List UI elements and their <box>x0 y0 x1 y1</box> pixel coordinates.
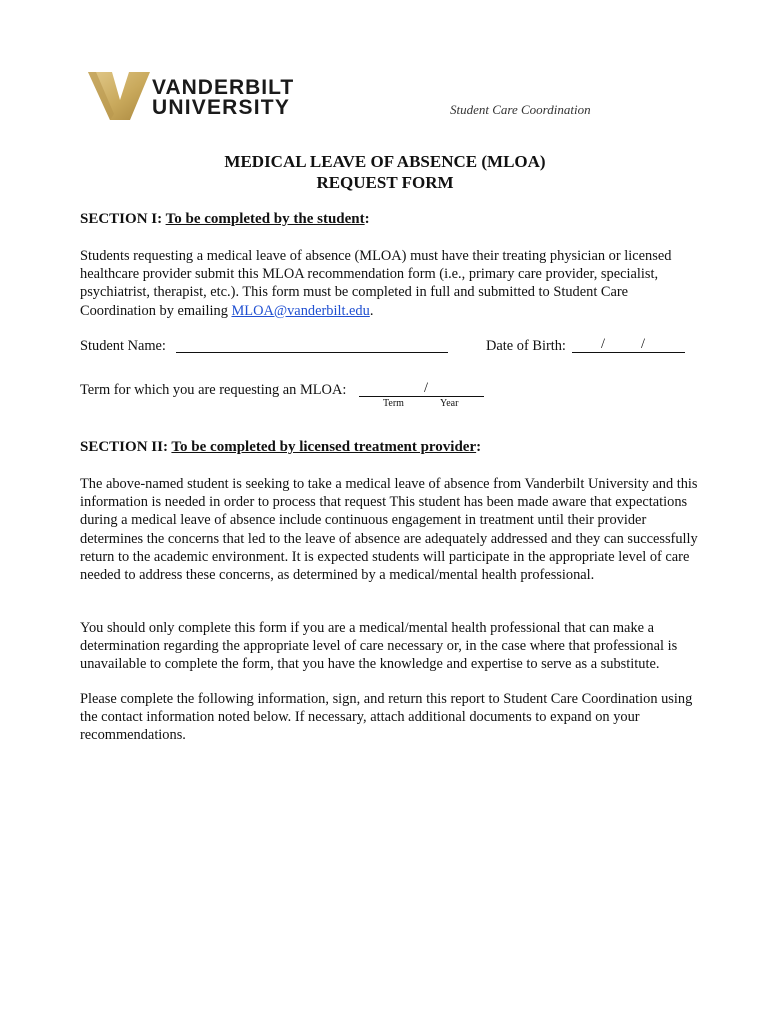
vanderbilt-v-logo-icon <box>86 70 152 122</box>
mloa-email-link[interactable]: MLOA@vanderbilt.edu <box>231 302 370 319</box>
section2-paragraph2: You should only complete this form if you are a medical/mental health professional that can make a determination regarding the appropriate level of care necessary or, in the case where that professional is unavailable to complete the form, that you have the knowledge and expertise to serve as a substitute. <box>80 620 678 673</box>
logo-wordmark-line1: VANDERBILT <box>152 76 295 99</box>
year-sublabel: Year <box>440 398 459 409</box>
term-field[interactable] <box>359 396 484 397</box>
section2-suffix: : <box>476 439 482 455</box>
form-title-line2: REQUEST FORM <box>316 173 454 192</box>
term-separator: / <box>424 380 428 396</box>
dob-label: Date of Birth: <box>486 338 566 354</box>
section1-paragraph-end: . <box>369 302 374 319</box>
logo-wordmark-line2: UNIVERSITY <box>152 96 291 119</box>
dob-field[interactable] <box>572 352 685 353</box>
dob-separator: / <box>601 336 605 352</box>
section2-heading-text: To be completed by licensed treatment provider <box>171 439 477 455</box>
section2-prefix: SECTION II: <box>80 439 172 455</box>
section1-paragraph <box>80 247 705 320</box>
section2-paragraph3: Please complete the following information, sign, and return this report to Student Care Coordination using the contact information noted below. If necessary, attach additional documents to expand on your recommendations. <box>80 691 693 744</box>
term-sublabel: Term <box>383 398 404 409</box>
student-name-field[interactable] <box>176 352 448 353</box>
dob-separator: / <box>641 336 645 352</box>
section2-paragraph1: The above-named student is seeking to take a medical leave of absence from Vanderbilt University and this information is needed in order to process that request This student has been made aware that expectations during a medical leave of absence include continuous engagement in treatment until their provider determines the concerns that led to the leave of absence are adequately addressed and they can successfully return to the academic environment. It is expected students will participate in the appropriate level of care needed to address these concerns, as determined by a medical/mental health professional. <box>80 476 698 584</box>
section1-paragraph-text: Students requesting a medical leave of absence (MLOA) must have their treating physician or licensed healthcare provider submit this MLOA recommendation form (i.e., primary care provider, specialist, psychiatrist, therapist, etc.). This form must be completed in full and submitted to Student Care Coordination by emailing <box>80 248 672 319</box>
form-title-line1: MEDICAL LEAVE OF ABSENCE (MLOA) <box>224 152 546 171</box>
student-name-label: Student Name: <box>80 338 166 354</box>
term-label: Term for which you are requesting an MLOA: <box>80 382 347 398</box>
section1-prefix: SECTION I: <box>80 211 166 227</box>
section1-heading-text: To be completed by the student <box>165 211 365 227</box>
section2-heading <box>80 439 481 456</box>
section1-heading <box>80 211 370 228</box>
department-name: Student Care Coordination <box>450 102 591 117</box>
section1-suffix: : <box>364 211 370 227</box>
